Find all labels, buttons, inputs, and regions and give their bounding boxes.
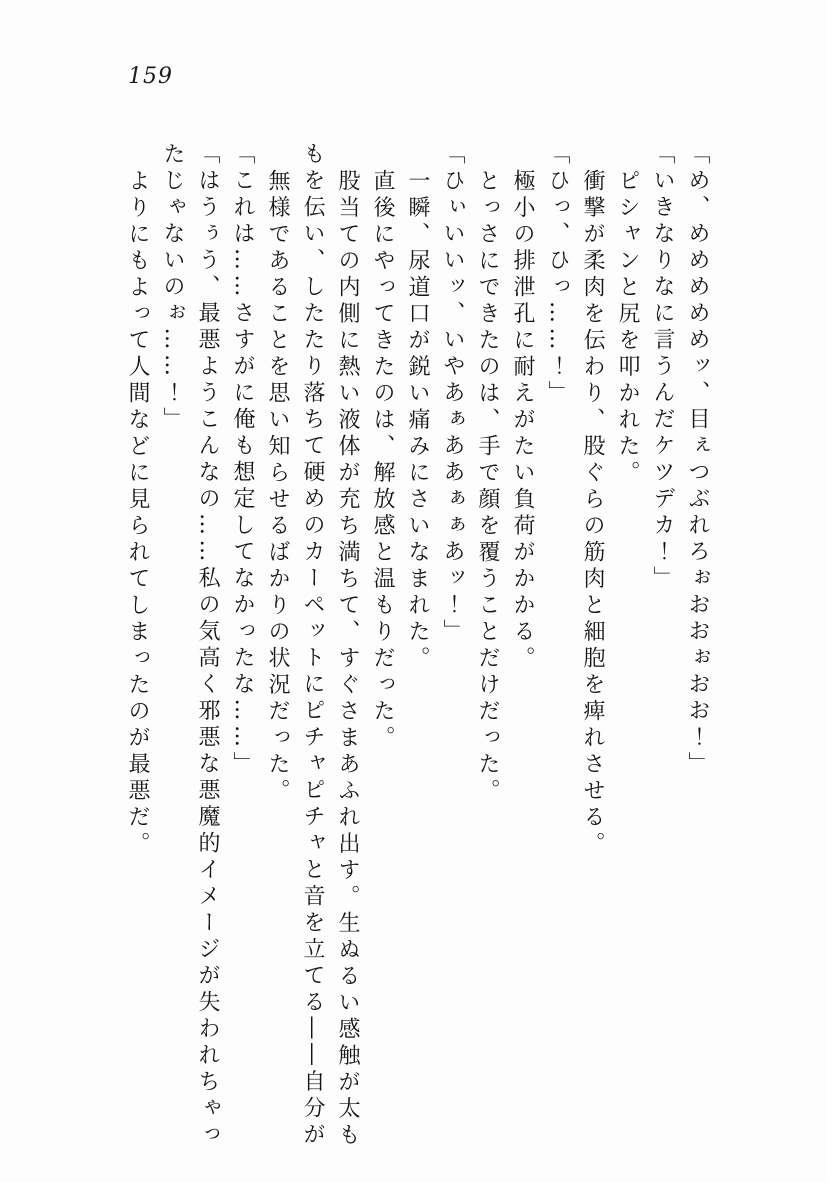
text-line-14: 「これは……さすがに俺も想定してなかったな……」	[230, 142, 255, 778]
text-line-1: 「め、めめめめめッ、目ぇつぶれろぉおおぉおお！」	[685, 142, 710, 778]
text-line-17: よりにもよって人間などに見られてしまったのが最悪だ。	[125, 169, 150, 858]
text-line-7: とっさにできたのは、手で顔を覆うことだけだった。	[475, 169, 500, 805]
text-line-10: 直後にやってきたのは、解放感と温もりだった。	[370, 169, 395, 752]
text-line-6: 極小の排泄孔に耐えがたい負荷がかかる。	[510, 169, 535, 673]
text-line-16: たじゃないのぉ……！」	[160, 142, 185, 434]
vertical-text-block	[119, 142, 715, 1158]
text-line-12: もを伝い、したたり落ちて硬めのカーペットにピチャピチャと音を立てる――自分が	[300, 142, 325, 1149]
text-line-3: ピシャンと尻を叩かれた。	[615, 169, 640, 487]
text-line-9: 一瞬、尿道口が鋭い痛みにさいなまれた。	[405, 169, 430, 673]
text-line-8: 「ひぃいいッ、いやあぁああぁぁあッ！」	[440, 142, 465, 646]
text-line-4: 衝撃が柔肉を伝わり、股ぐらの筋肉と細胞を痺れさせる。	[580, 169, 605, 858]
text-line-5: 「ひっ、ひっ……！」	[545, 142, 570, 407]
text-line-11: 股当ての内側に熱い液体が充ち満ちて、すぐさまあふれ出す。生ぬるい感触が太も	[335, 169, 360, 1150]
text-line-2: 「いきなりなに言うんだケツデカ！」	[650, 142, 675, 593]
page-number: 159	[128, 64, 173, 89]
text-line-15: 「はうぅう、最悪ようこんなの……私の気高く邪悪な悪魔的イメージが失われちゃっ	[195, 142, 220, 1149]
text-line-13: 無様であることを思い知らせるばかりの状況だった。	[265, 169, 290, 805]
